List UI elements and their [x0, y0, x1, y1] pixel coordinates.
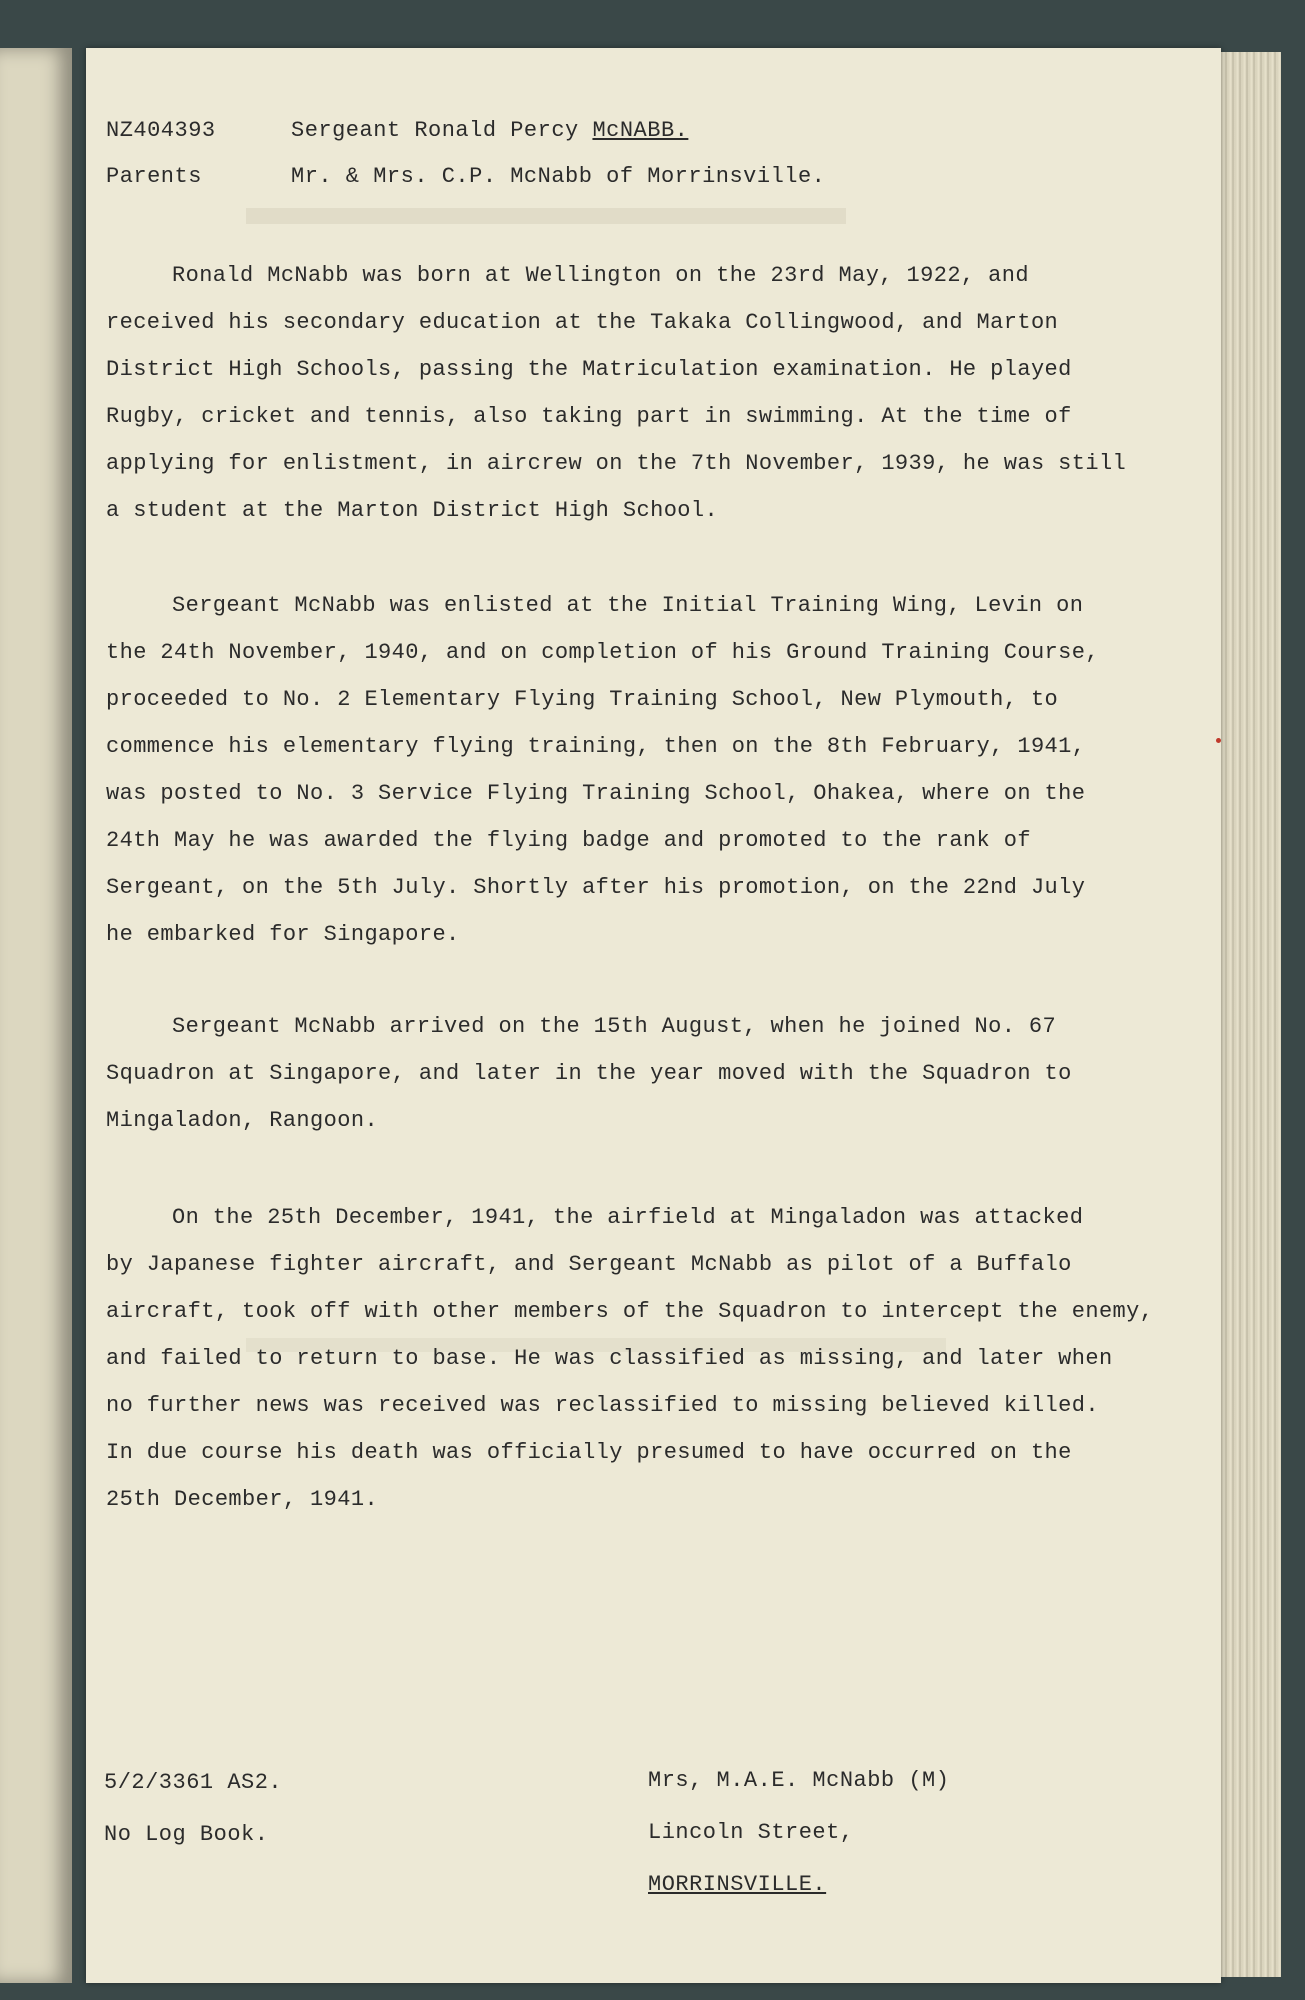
- service-number: NZ404393: [106, 118, 216, 143]
- address-street: Lincoln Street,: [648, 1820, 854, 1845]
- name-prefix: Sergeant Ronald Percy: [291, 118, 593, 143]
- body-line: Sergeant McNabb arrived on the 15th August, when he joined No. 67: [172, 1014, 1057, 1039]
- body-line: he embarked for Singapore.: [106, 922, 460, 947]
- body-line: 25th December, 1941.: [106, 1487, 379, 1512]
- body-line: the 24th November, 1940, and on completion of his Ground Training Course,: [106, 640, 1099, 665]
- body-line: In due course his death was officially presumed to have occurred on the: [106, 1440, 1072, 1465]
- body-line: Squadron at Singapore, and later in the year moved with the Squadron to: [106, 1061, 1072, 1086]
- parents-label: Parents: [106, 164, 202, 189]
- next-of-kin-name: Mrs, M.A.E. McNabb (M): [648, 1768, 950, 1793]
- file-reference: 5/2/3361 AS2.: [104, 1770, 283, 1795]
- body-line: District High Schools, passing the Matriculation examination. He played: [106, 357, 1072, 382]
- body-line: Sergeant, on the 5th July. Shortly after his promotion, on the 22nd July: [106, 875, 1086, 900]
- body-line: was posted to No. 3 Service Flying Training School, Ohakea, where on the: [106, 781, 1086, 806]
- body-line: received his secondary education at the Takaka Collingwood, and Marton: [106, 310, 1059, 335]
- body-line: no further news was received was reclassified to missing believed killed.: [106, 1393, 1099, 1418]
- body-line: by Japanese fighter aircraft, and Sergeant McNabb as pilot of a Buffalo: [106, 1252, 1072, 1277]
- body-line: aircraft, took off with other members of the Squadron to intercept the enemy,: [106, 1299, 1154, 1324]
- body-line: Mingaladon, Rangoon.: [106, 1108, 379, 1133]
- body-line: Rugby, cricket and tennis, also taking part in swimming. At the time of: [106, 404, 1072, 429]
- body-line: Ronald McNabb was born at Wellington on the 23rd May, 1922, and: [172, 263, 1029, 288]
- page-stack-edge: [1221, 52, 1281, 1977]
- red-ink-dot: [1216, 738, 1221, 743]
- body-line: Sergeant McNabb was enlisted at the Initial Training Wing, Levin on: [172, 593, 1084, 618]
- body-line: and failed to return to base. He was classified as missing, and later when: [106, 1346, 1113, 1371]
- body-line: On the 25th December, 1941, the airfield at Mingaladon was attacked: [172, 1205, 1084, 1230]
- body-line: a student at the Marton District High School.: [106, 498, 719, 523]
- document-page: [86, 48, 1221, 1983]
- body-line: 24th May he was awarded the flying badge and promoted to the rank of: [106, 828, 1031, 853]
- body-line: proceeded to No. 2 Elementary Flying Training School, New Plymouth, to: [106, 687, 1059, 712]
- body-line: commence his elementary flying training, then on the 8th February, 1941,: [106, 734, 1086, 759]
- facing-page-edge: [0, 48, 72, 1983]
- subject-name: [291, 118, 688, 143]
- surname: McNABB.: [592, 118, 689, 143]
- body-line: applying for enlistment, in aircrew on the 7th November, 1939, he was still: [106, 451, 1127, 476]
- bleed-through-mark: [246, 208, 846, 224]
- address-town: MORRINSVILLE.: [648, 1872, 827, 1897]
- parents-value: Mr. & Mrs. C.P. McNabb of Morrinsville.: [291, 164, 826, 189]
- log-book-note: No Log Book.: [104, 1822, 269, 1847]
